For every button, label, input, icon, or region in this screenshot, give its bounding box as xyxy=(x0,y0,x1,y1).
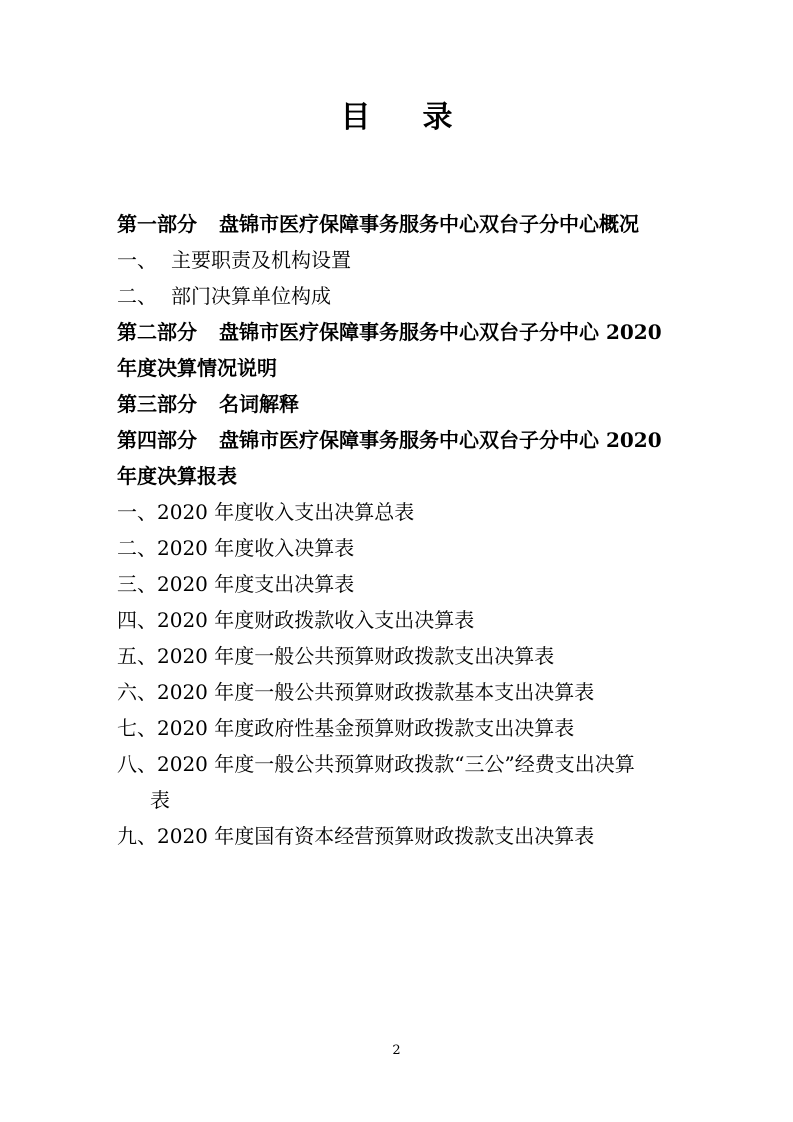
title-char-1: 目 xyxy=(340,100,371,135)
toc-entry-text: 一、2020 年度收入支出决算总表 xyxy=(117,500,415,524)
toc-entry-1-1[interactable] xyxy=(117,242,689,278)
toc-entry-part4-continued[interactable] xyxy=(117,458,689,494)
toc-entry-4-4[interactable] xyxy=(117,602,689,638)
toc-entry-4-2[interactable] xyxy=(117,530,689,566)
toc-entry-text: 盘锦市医疗保障事务服务中心双台子分中心 2020 xyxy=(219,320,662,344)
toc-entry-text: 盘锦市医疗保障事务服务中心双台子分中心概况 xyxy=(219,212,639,236)
toc-entry-text: 四、2020 年度财政拨款收入支出决算表 xyxy=(117,608,475,632)
toc-entry-text-cont: 年度决算报表 xyxy=(117,464,237,488)
toc-part-label: 第二部分 xyxy=(117,320,197,344)
toc-entry-4-1[interactable] xyxy=(117,494,689,530)
toc-entry-text: 六、2020 年度一般公共预算财政拨款基本支出决算表 xyxy=(117,680,595,704)
toc-entry-4-7[interactable] xyxy=(117,710,689,746)
toc-part-label: 第三部分 xyxy=(117,392,197,416)
toc-entry-text: 二、2020 年度收入决算表 xyxy=(117,536,355,560)
toc-entry-part2-continued[interactable] xyxy=(117,350,689,386)
toc-entry-4-8[interactable] xyxy=(117,746,689,782)
toc-entry-part4[interactable] xyxy=(117,422,689,458)
page-title xyxy=(0,92,793,136)
toc-entry-text: 五、2020 年度一般公共预算财政拨款支出决算表 xyxy=(117,644,555,668)
toc-entry-4-9[interactable] xyxy=(117,818,689,854)
toc-entry-text: 盘锦市医疗保障事务服务中心双台子分中心 2020 xyxy=(219,428,662,452)
toc-entry-text: 三、2020 年度支出决算表 xyxy=(117,572,355,596)
toc-entry-text-cont: 年度决算情况说明 xyxy=(117,356,277,380)
toc-entry-part2[interactable] xyxy=(117,314,689,350)
toc-entry-text: 八、2020 年度一般公共预算财政拨款“三公”经费支出决算 xyxy=(117,752,635,776)
toc-entry-text: 名词解释 xyxy=(219,392,299,416)
toc-entry-4-6[interactable] xyxy=(117,674,689,710)
page-number: 2 xyxy=(392,1043,401,1058)
toc-entry-text: 主要职责及机构设置 xyxy=(171,248,351,272)
title-char-2: 录 xyxy=(422,100,453,135)
toc-entry-4-3[interactable] xyxy=(117,566,689,602)
toc-entry-text-cont: 表 xyxy=(150,788,170,812)
toc-part-label: 第四部分 xyxy=(117,428,197,452)
toc-entry-text: 部门决算单位构成 xyxy=(171,284,331,308)
toc-entry-part1[interactable] xyxy=(117,206,689,242)
toc-entry-4-8-continued[interactable] xyxy=(117,782,689,818)
toc-item-label: 一、 xyxy=(117,248,157,272)
toc-part-label: 第一部分 xyxy=(117,212,197,236)
toc-entry-part3[interactable] xyxy=(117,386,689,422)
toc-entry-1-2[interactable] xyxy=(117,278,689,314)
toc-entry-text: 九、2020 年度国有资本经营预算财政拨款支出决算表 xyxy=(117,824,595,848)
table-of-contents xyxy=(117,206,689,854)
toc-entry-text: 七、2020 年度政府性基金预算财政拨款支出决算表 xyxy=(117,716,575,740)
toc-entry-4-5[interactable] xyxy=(117,638,689,674)
toc-item-label: 二、 xyxy=(117,284,157,308)
